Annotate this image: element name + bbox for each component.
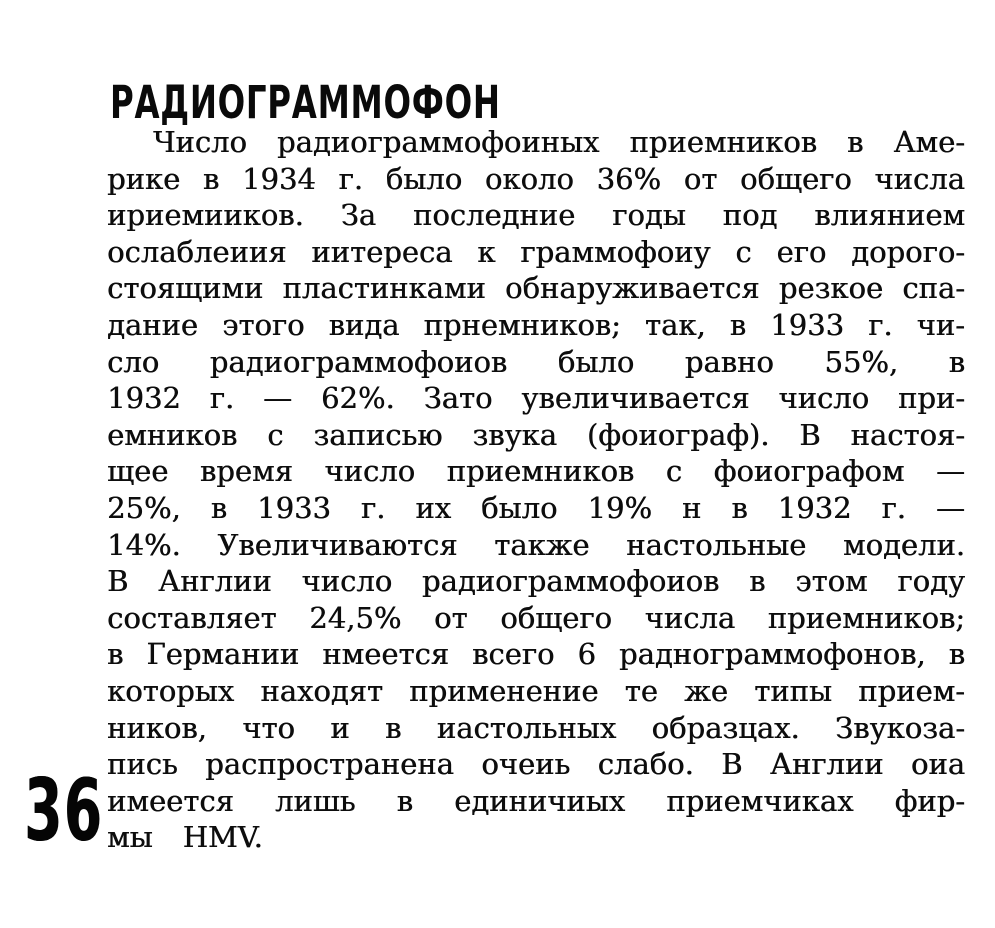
page-number: 36 [24,761,104,861]
word: число [301,564,393,599]
word: и [330,710,350,745]
word: спа- [902,271,965,306]
word: 55%, [824,344,899,379]
word: слабо. [597,747,694,782]
word: приемников; [767,600,965,635]
word: 36% [596,161,661,196]
word: число [324,454,416,489]
text-line [107,748,965,785]
word: в [749,564,766,599]
word: HMV. [182,820,263,855]
word: чи- [916,307,965,342]
word: от [683,161,718,196]
word: в [396,783,413,818]
word: в [202,161,220,196]
word: в [948,637,965,672]
word: Англии [769,747,884,782]
word: от [434,600,468,635]
word: очеиь [481,747,571,782]
word: дание [107,307,198,342]
word: время [199,454,293,489]
word: радиограммофоиных [276,125,600,159]
word: мы [107,820,153,855]
word: Англии [158,564,272,599]
word: — [263,381,293,416]
word: было [385,161,463,196]
word: 25%, [107,490,181,525]
word: вида [328,307,400,342]
text-line [107,638,965,675]
word: равно [684,344,774,379]
word: Увеличиваются [217,527,458,562]
word: с [267,417,284,452]
word: в [731,490,748,525]
word: иитереса [311,234,453,269]
word: пись [107,747,178,782]
word: раднограммофонов, [618,637,926,672]
text-line [107,785,965,822]
word: его [776,234,827,269]
word: В [107,564,129,599]
word: ослаблеиия [107,234,287,269]
word: годы [612,198,686,233]
text-line [107,492,965,529]
word: типы [754,673,832,708]
word: нмеется [322,637,449,672]
word: иастольных [436,710,617,745]
word: было [481,490,558,525]
word: с [735,234,752,269]
word: — [935,454,965,489]
text-line [107,712,965,749]
word: щее [107,454,169,489]
text-line [107,565,965,602]
word: радиограммофоиов [209,344,508,379]
word: всего [472,637,555,672]
word: 6 [577,637,596,672]
word: было [557,344,635,379]
word: 1934 [241,161,316,196]
word: в [847,125,864,159]
word: В [799,417,821,452]
word: при- [897,381,965,416]
word: общего [500,600,612,635]
word: звука [472,417,557,452]
text-line [107,346,965,383]
word: н [681,490,702,525]
word: в [107,637,124,672]
word: обнаруживается [504,271,760,306]
word: также [494,527,590,562]
word: 24,5% [309,600,402,635]
text-line [107,236,965,273]
word: под [722,198,778,233]
word: единичиых [454,783,626,818]
word: ириемииков. [107,198,304,233]
word: последние [412,198,576,233]
word: пластинками [282,271,486,306]
word: приемчиках [666,783,854,818]
word: этом [795,564,868,599]
word: приемников [629,125,817,159]
word: ников, [107,710,207,745]
word: резкое [778,271,884,306]
word: За [340,198,377,233]
word: сло [107,344,160,379]
word: модели. [842,527,965,562]
word: которых [107,673,235,708]
word: 1933 [770,307,844,342]
word: 1932 [777,490,852,525]
word: те [624,673,658,708]
word: году [897,564,965,599]
word: имеется [107,783,234,818]
word: числа [644,600,736,635]
word: граммофоиу [520,234,711,269]
word: 1933 [257,490,331,525]
word: емников [107,417,238,452]
text-line [107,455,965,492]
word: Звукоза- [835,710,965,745]
word: 19% [587,490,652,525]
word: настоя- [850,417,965,452]
word: в [729,307,747,342]
word: фоиографом [713,454,905,489]
word: к [477,234,496,269]
word: приемников [446,454,635,489]
word: лишь [274,783,356,818]
word: этого [222,307,305,342]
text-line [107,272,965,309]
word: — [935,490,965,525]
word: настольные [626,527,807,562]
word: образцах. [651,710,800,745]
word: прием- [858,673,965,708]
word: что [242,710,295,745]
word: 14%. [107,527,181,562]
text-line [107,199,965,236]
word: же [684,673,728,708]
word: в [948,344,965,379]
word: 1932 [107,381,181,416]
text-line [107,419,965,456]
word: записью [313,417,443,452]
word: увеличивается [521,381,750,416]
word: Аме- [893,125,965,159]
word: применение [409,673,599,708]
word: около [484,161,574,196]
word: с [665,454,683,489]
word: оиа [910,747,965,782]
word: распространена [205,747,454,782]
word: г. [868,307,893,342]
word: радиограммофоиов [421,564,720,599]
word: Число [153,125,247,159]
text-line [107,821,965,858]
word: так, [644,307,706,342]
text-line [107,602,965,639]
word: в [385,710,402,745]
text-line [107,126,965,163]
word: дорого- [851,234,965,269]
word: составляет [107,600,277,635]
text-line [107,382,965,419]
word: число [778,381,870,416]
word: 62%. [320,381,395,416]
word: в [210,490,228,525]
word: г. [209,381,235,416]
text-line [107,163,965,200]
word: г. [338,161,363,196]
body-text [107,126,965,858]
word: г. [881,490,906,525]
word: стоящими [107,271,264,306]
text-line [107,529,965,566]
word: Зато [423,381,493,416]
word: (фоиограф). [586,417,770,452]
word: рике [107,161,181,196]
word: числа [874,161,965,196]
word: В [721,747,743,782]
text-line [107,309,965,346]
word: прнемников; [423,307,621,342]
word: Германии [146,637,300,672]
word: г. [360,490,386,525]
text-line [107,675,965,712]
word: их [415,490,451,525]
word: находят [260,673,383,708]
word: влиянием [814,198,965,233]
page-title: РАДИОГРАММОФОН [110,76,501,130]
word: общего [739,161,852,196]
word: фир- [894,783,965,818]
